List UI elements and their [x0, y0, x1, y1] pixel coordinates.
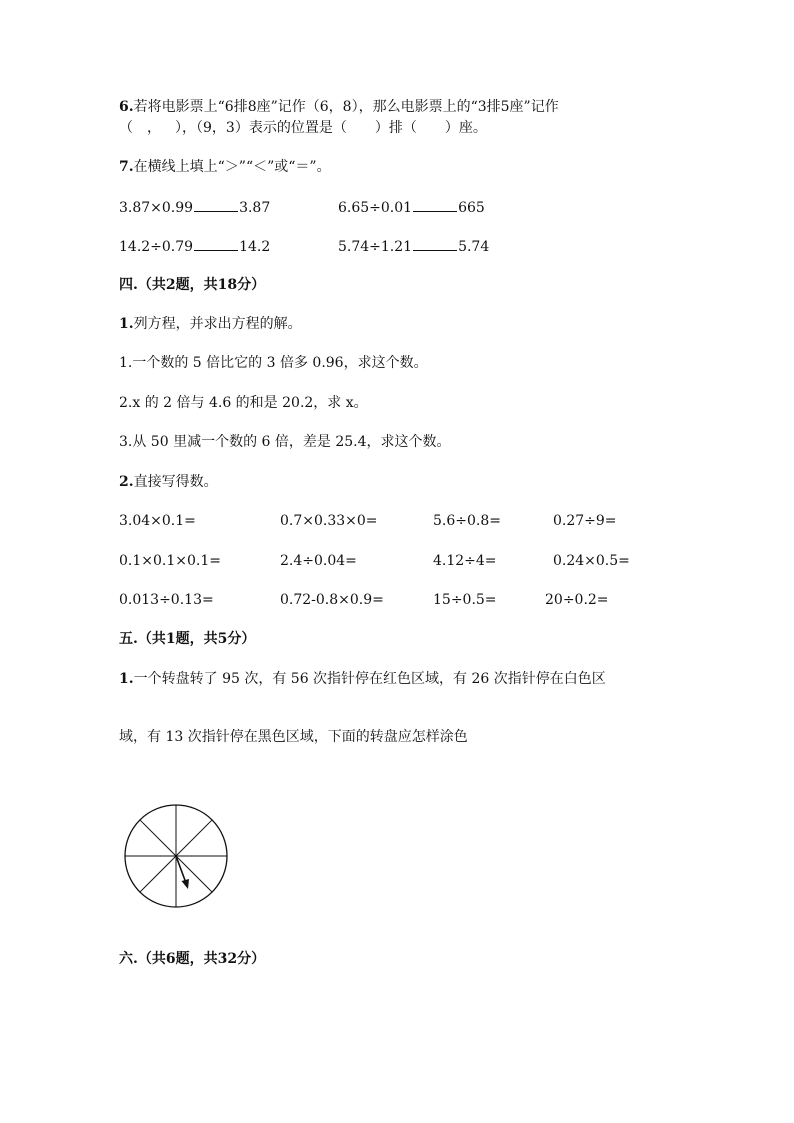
q7-item-3-right: 14.2: [239, 239, 271, 255]
s5-q1-number: 1.: [119, 671, 134, 687]
s5-q1-line2: 域，有 13 次指针停在黑色区域，下面的转盘应怎样涂色: [119, 729, 468, 745]
spinner-sector-line: [176, 856, 212, 892]
s4-q1-sub-3: 3.从 50 里减一个数的 6 倍，差是 25.4，求这个数。: [119, 434, 451, 450]
q6-text-seat: ）座。: [444, 120, 487, 136]
q6-text-row: ）排（: [374, 120, 417, 136]
spinner-pointer: [176, 856, 186, 883]
section4-heading: 四.（共2题，共18分）: [119, 277, 266, 293]
calc-item: 0.72-0.8×0.9=: [280, 592, 384, 608]
s4-q1-text: 列方程，并求出方程的解。: [133, 316, 302, 332]
calc-item: 3.04×0.1=: [119, 513, 196, 529]
calc-item: 4.12÷4=: [433, 553, 497, 569]
q7-item-4: [338, 236, 489, 257]
calc-item: 2.4÷0.04=: [280, 553, 357, 569]
q6-comma: ，: [147, 120, 161, 136]
q7-item-4-blank[interactable]: [413, 236, 457, 251]
q7-item-1-blank[interactable]: [194, 197, 238, 212]
calc-item: 20÷0.2=: [545, 592, 609, 608]
spinner-pointer-arrowhead: [182, 879, 190, 889]
s4-q1-sub-2: 2.x 的 2 倍与 4.6 的和是 20.2，求 x。: [119, 395, 368, 411]
q7-line: [119, 157, 331, 177]
q7-item-2: [338, 197, 485, 218]
s4-q1-number: 1.: [119, 316, 134, 332]
q6-line2: [119, 118, 487, 138]
section6-heading: 六.（共6题，共32分）: [119, 951, 266, 967]
q7-number: 7.: [119, 159, 134, 175]
s5-q1-line1: [119, 669, 606, 689]
calc-item: 15÷0.5=: [433, 592, 497, 608]
calc-item: 0.7×0.33×0=: [280, 513, 378, 529]
q7-item-2-right: 665: [458, 200, 485, 216]
q7-item-1-left: 3.87×0.99: [119, 200, 194, 216]
q7-text: 在横线上填上“＞”“＜”或“＝”。: [133, 159, 331, 175]
q7-item-3: [119, 236, 270, 257]
q7-item-1-right: 3.87: [239, 200, 271, 216]
spinner-sector-line: [140, 820, 176, 856]
q7-item-4-right: 5.74: [458, 239, 490, 255]
s4-q1-sub-1: 1.一个数的 5 倍比它的 3 倍多 0.96，求这个数。: [119, 355, 428, 371]
q6-text-line1: 若将电影票上“6排8座”记作（6，8），那么电影票上的“3排5座”记作: [133, 99, 559, 115]
q7-item-2-blank[interactable]: [413, 197, 457, 212]
spinner-sector-line: [176, 820, 212, 856]
s4-q2-text: 直接写得数。: [133, 474, 218, 490]
calc-item: 0.1×0.1×0.1=: [119, 553, 221, 569]
s4-q2-number: 2.: [119, 474, 134, 490]
calc-item: 0.013÷0.13=: [119, 592, 214, 608]
s4-q2-line: [119, 472, 218, 492]
q6-line1: [119, 97, 559, 117]
q6-text-middle: ），（9，3）表示的位置是（: [175, 120, 347, 136]
spinner-sector-line: [140, 856, 176, 892]
s5-q1-text-line1: 一个转盘转了 95 次，有 56 次指针停在红色区域，有 26 次指针停在白色区: [133, 671, 606, 687]
calc-item: 0.24×0.5=: [553, 553, 630, 569]
q7-item-3-blank[interactable]: [194, 236, 238, 251]
q7-item-1: [119, 197, 270, 218]
q7-item-3-left: 14.2÷0.79: [119, 239, 194, 255]
section5-heading: 五.（共1题，共5分）: [119, 631, 256, 647]
spinner-diagram: [121, 803, 231, 913]
q7-item-2-left: 6.65÷0.01: [338, 200, 413, 216]
q6-number: 6.: [119, 99, 134, 115]
s4-q1-line: [119, 314, 302, 334]
q7-item-4-left: 5.74÷1.21: [338, 239, 413, 255]
calc-item: 0.27÷9=: [553, 513, 617, 529]
calc-item: 5.6÷0.8=: [433, 513, 501, 529]
q6-paren-open: （: [119, 120, 133, 136]
